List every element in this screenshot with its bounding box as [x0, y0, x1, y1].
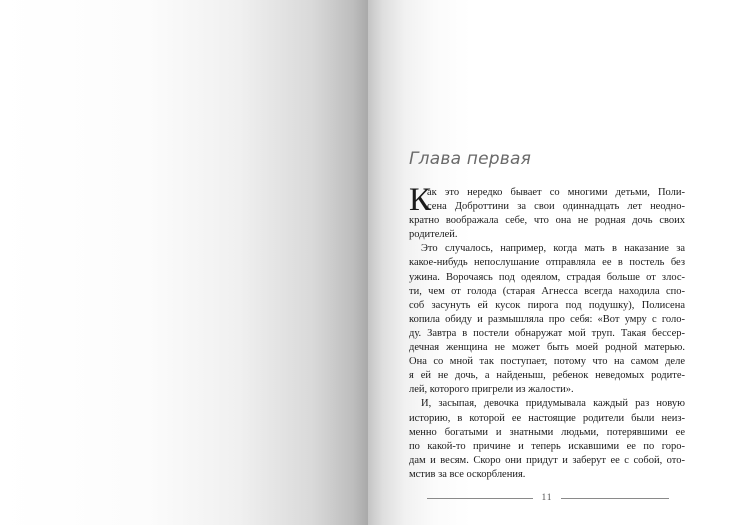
- text-line: дам и весям. Скоро они придут и заберут ее с собой, ото-: [409, 454, 685, 466]
- text-line: сена Доброттини за свои одиннадцать лет неодно-: [427, 201, 685, 213]
- text-line: по какой-то причине и теперь искавшими ее по горо-: [409, 440, 685, 452]
- text-line: я ей не дочь, а найденыш, ребенок неведомых родите-: [409, 370, 685, 382]
- chapter-body: [409, 182, 685, 482]
- text-line: И, засыпая, девочка придумывала каждый раз новую: [421, 398, 685, 410]
- page-number: 11: [541, 492, 553, 502]
- text-line: ужина. Ворочаясь под одеялом, страдая больше от злос-: [409, 271, 685, 283]
- text-line: дечная женщина не может быть моей родной матерью.: [409, 342, 685, 354]
- text-line: историю, в которой ее настоящие родители были неиз-: [409, 412, 685, 424]
- text-line: менно богатыми и знатными людьми, потерявшими ее: [409, 426, 685, 438]
- drop-cap: К: [409, 182, 432, 218]
- text-line: какое-нибудь непослушание отправляла ее в постель без: [409, 257, 685, 269]
- text-line: копила обиду и размышляла про себя: «Вот умру с голо-: [409, 313, 685, 325]
- text-line: лей, которого пригрели из жалости».: [409, 384, 574, 396]
- text-line: ак это нередко бывает со многими детьми, Поли-: [427, 187, 685, 198]
- footer-rule-right: [561, 498, 669, 499]
- text-line: кратно воображала себе, что она не родная дочь своих: [409, 215, 685, 227]
- chapter-title: Глава первая: [409, 149, 532, 169]
- text-line: соб засунуть ей кусок пирога под подушку), Полисена: [409, 299, 685, 311]
- page-footer: [427, 492, 669, 504]
- footer-rule-left: [427, 498, 533, 499]
- text-line: Это случалось, например, когда мать в наказание за: [421, 243, 685, 255]
- text-line: родителей.: [409, 229, 458, 241]
- text-line: Она со мной так поступает, потому что на самом деле: [409, 356, 685, 368]
- text-line: мстив за все оскорбления.: [409, 468, 526, 480]
- text-line: ду. Завтра в постели обнаружат мой труп. Такая бессер-: [409, 327, 685, 339]
- text-line: ти, чем от голода (старая Агнесса всегда находила спо-: [409, 285, 685, 297]
